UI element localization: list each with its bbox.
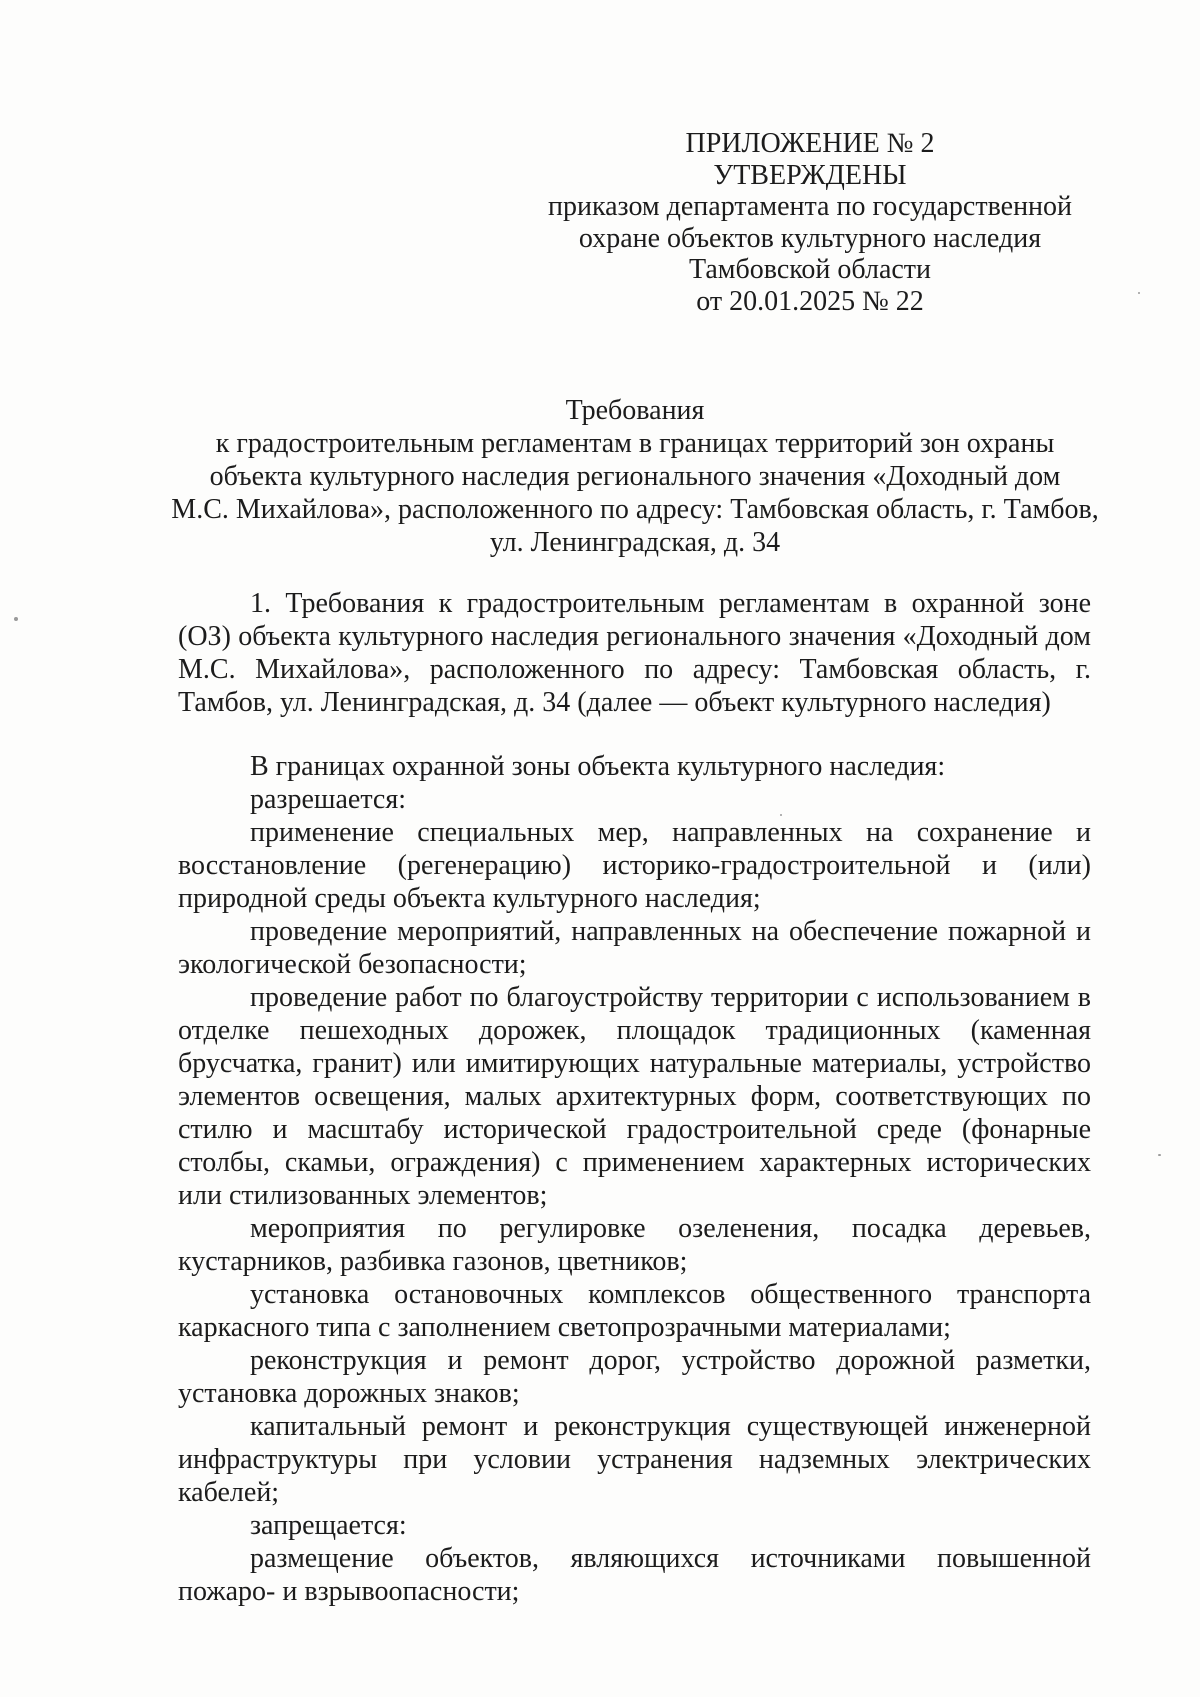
order-line: приказом департамента по государственной: [547, 191, 1073, 222]
title-line: к градостроительным регламентам в границах территорий зон охраны: [215, 428, 1055, 459]
scan-speck: [1138, 292, 1140, 294]
document-title: [170, 394, 1100, 559]
forbidden-label: запрещается:: [250, 1510, 407, 1541]
order-line: охране объектов культурного наследия: [578, 222, 1042, 254]
approval-block: [520, 128, 1100, 317]
title-heading: Требования: [565, 395, 705, 426]
title-line: объекта культурного наследия регионального значения «Доходный дом: [209, 461, 1061, 492]
allowed-item: капитальный ремонт и реконструкция существующей инженерной инфраструктуры при условии устранения надземных электрических кабелей;: [178, 1411, 1091, 1508]
title-line: ул. Ленинградская, д. 34: [489, 527, 781, 558]
order-line: Тамбовской области: [688, 254, 932, 285]
intro-paragraph: В границах охранной зоны объекта культурного наследия:: [250, 751, 946, 782]
allowed-item: реконструкция и ремонт дорог, устройство дорожной разметки, установка дорожных знаков;: [178, 1345, 1091, 1409]
scan-speck: [780, 814, 782, 816]
scan-speck: [14, 617, 18, 621]
allowed-item: проведение мероприятий, направленных на обеспечение пожарной и экологической безопасности;: [178, 916, 1091, 980]
section-1-paragraph: 1. Требования к градостроительным регламентам в охранной зоне (ОЗ) объекта культурного наследия регионального значения «Доходный дом М.С. Михайлова», расположенного по адресу: Тамбовская область, г. Тамбов, ул. Ленинградская, д. 34 (далее — объект культурного наследия): [178, 588, 1091, 718]
order-date-number: от 20.01.2025 № 22: [696, 285, 924, 317]
allowed-item: применение специальных мер, направленных на сохранение и восстановление (регенерацию) историко-градостроительной и (или) природной среды объекта культурного наследия;: [178, 817, 1091, 914]
allowed-label: разрешается:: [250, 784, 406, 815]
scan-speck: [1158, 1154, 1161, 1156]
document-body: [178, 587, 1091, 1608]
approved-label: УТВЕРЖДЕНЫ: [713, 159, 907, 191]
allowed-item: установка остановочных комплексов общественного транспорта каркасного типа с заполнением светопрозрачными материалами;: [178, 1279, 1091, 1343]
appendix-number: ПРИЛОЖЕНИЕ № 2: [685, 128, 935, 159]
allowed-item: мероприятия по регулировке озеленения, посадка деревьев, кустарников, разбивка газонов, цветников;: [178, 1213, 1091, 1277]
title-line: М.С. Михайлова», расположенного по адресу: Тамбовская область, г. Тамбов,: [171, 494, 1099, 525]
forbidden-item: размещение объектов, являющихся источниками повышенной пожаро- и взрывоопасности;: [178, 1543, 1091, 1607]
allowed-item: проведение работ по благоустройству территории с использованием в отделке пешеходных дорожек, площадок традиционных (каменная брусчатка, гранит) или имитирующих натуральные материалы, устройство элементов освещения, малых архитектурных форм, соответствующих по стилю и масштабу исторической градостроительной среде (фонарные столбы, скамьи, ограждения) с применением характерных исторических или стилизованных элементов;: [178, 982, 1091, 1211]
